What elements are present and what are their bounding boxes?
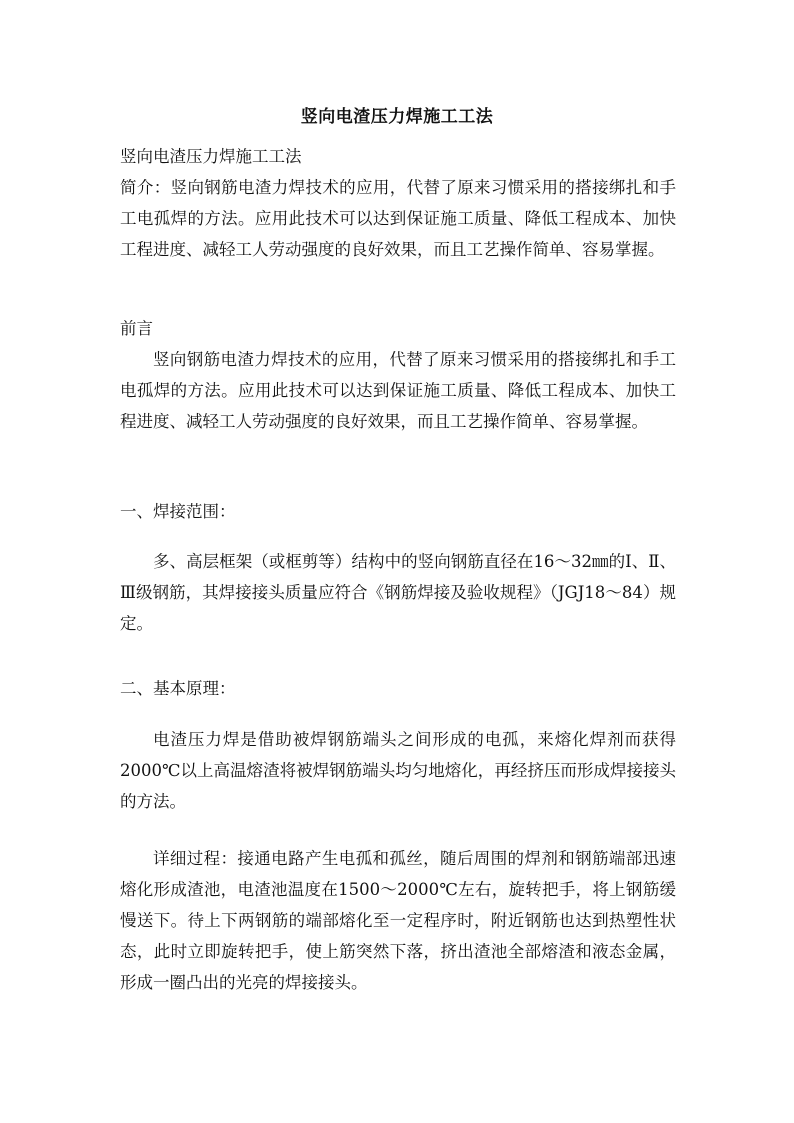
document-subtitle: 竖向电渣压力焊施工工法 [120, 147, 302, 166]
section-heading-preface: 前言 [120, 319, 153, 338]
process-paragraph: 详细过程：接通电路产生电孤和孤丝，随后周围的焊剂和钢筋端部迅速熔化形成渣池，电渣池温度在1500～2000℃左右，旋转把手，将上钢筋缓慢送下。待上下两钢筋的端部熔化至一定程序时，附近钢筋也达到热塑性状态，此时立即旋转把手，使上筋突然下落，挤出渣池全部熔渣和液态金属，形成一圈凸出的光亮的焊接接头。 [120, 849, 676, 992]
scope-paragraph: 多、高层框架（或框剪等）结构中的竖向钢筋直径在16～32㎜的Ⅰ、Ⅱ、Ⅲ级钢筋，其焊接接头质量应符合《钢筋焊接及验收规程》（JGJ18～84）规定。 [120, 552, 676, 633]
principle-paragraph: 电渣压力焊是借助被焊钢筋端头之间形成的电孤，来熔化焊剂而获得2000℃以上高温熔渣将被焊钢筋端头均匀地熔化，再经挤压而形成焊接接头的方法。 [120, 730, 676, 811]
document-title: 竖向电渣压力焊施工工法 [300, 107, 494, 127]
section-heading-scope: 一、焊接范围： [120, 502, 236, 521]
preface-paragraph: 竖向钢筋电渣力焊技术的应用，代替了原来习惯采用的搭接绑扎和手工电孤焊的方法。应用此技术可以达到保证施工质量、降低工程成本、加快工程进度、减轻工人劳动强度的良好效果，而且工艺操作简单、容易掌握。 [120, 350, 676, 431]
section-heading-principle: 二、基本原理： [120, 679, 236, 698]
intro-paragraph: 简介：竖向钢筋电渣力焊技术的应用，代替了原来习惯采用的搭接绑扎和手工电孤焊的方法。应用此技术可以达到保证施工质量、降低工程成本、加快工程进度、减轻工人劳动强度的良好效果，而且工艺操作简单、容易掌握。 [120, 178, 676, 259]
